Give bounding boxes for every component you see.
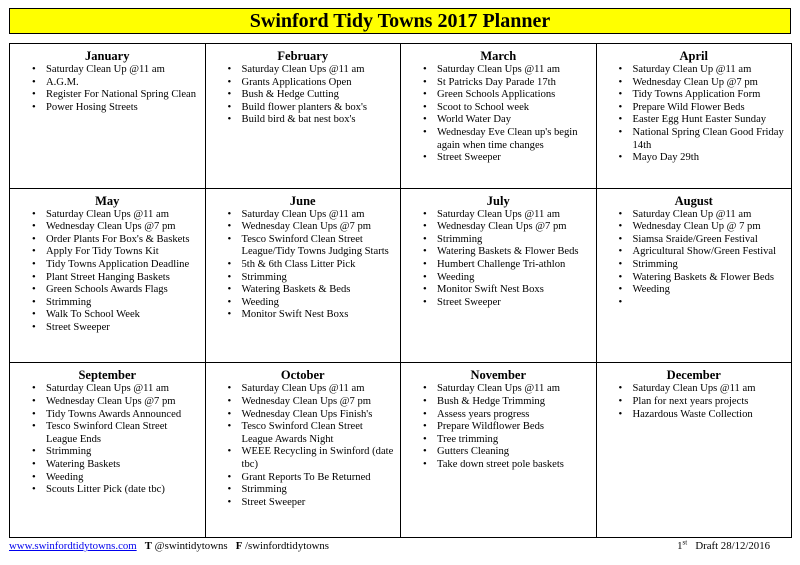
row-1 <box>10 44 792 189</box>
task-list <box>601 209 788 297</box>
month-title: September <box>78 368 137 383</box>
list-item: • Prepare Wildflower Beds <box>405 421 592 434</box>
list-item: • Monitor Swift Nest Boxs <box>405 284 592 297</box>
task-list <box>210 209 397 322</box>
list-item: • Wednesday Clean Ups @7 pm <box>405 221 592 234</box>
list-item: • Watering Baskets & Beds <box>210 284 397 297</box>
task-list <box>405 64 592 165</box>
cell-may <box>10 188 206 363</box>
cell-september <box>10 363 206 538</box>
list-item: • Bush & Hedge Cutting <box>210 89 397 102</box>
list-item: • Strimming <box>14 297 201 310</box>
draft-text: Draft 28/12/2016 <box>695 540 770 552</box>
list-item: • Siamsa Sraide/Green Festival <box>601 234 788 247</box>
cell-march <box>401 44 597 189</box>
list-item: • Wednesday Clean Ups @7 pm <box>14 221 201 234</box>
list-item: • Build flower planters & box's <box>210 102 397 115</box>
task-list <box>14 64 201 114</box>
cell-june <box>205 188 401 363</box>
list-item: • Order Plants For Box's & Baskets <box>14 234 201 247</box>
page-title: Swinford Tidy Towns 2017 Planner <box>9 8 791 34</box>
list-item: • Saturday Clean Ups @11 am <box>405 64 592 77</box>
list-item: • Saturday Clean Ups @11 am <box>601 383 788 396</box>
task-list <box>210 64 397 127</box>
list-item: • Wednesday Clean Ups Finish's <box>210 409 397 422</box>
list-item: • Easter Egg Hunt Easter Sunday <box>601 114 788 127</box>
task-list <box>601 383 788 421</box>
month-title: April <box>679 49 708 63</box>
list-item: • Wednesday Clean Ups @7 pm <box>14 396 201 409</box>
list-item: • Strimming <box>210 484 397 497</box>
list-item: • Build bird & bat nest box's <box>210 114 397 127</box>
list-item: • Grant Reports To Be Returned <box>210 472 397 485</box>
list-item: • Watering Baskets & Flower Beds <box>601 272 788 285</box>
list-item: • Prepare Wild Flower Beds <box>601 102 788 115</box>
draft-suffix: st <box>682 538 688 547</box>
list-item: • Strimming <box>210 272 397 285</box>
list-item: • Hazardous Waste Collection <box>601 409 788 422</box>
twitter-prefix: T <box>144 540 152 552</box>
list-item: • Watering Baskets <box>14 459 201 472</box>
task-list <box>210 383 397 509</box>
list-item: • Weeding <box>601 284 788 297</box>
list-item: • Humbert Challenge Tri-athlon <box>405 259 592 272</box>
list-item: • Saturday Clean Up @11 am <box>601 64 788 77</box>
list-item: • Tesco Swinford Clean Street League Ends <box>14 421 201 446</box>
list-item: • Green Schools Applications <box>405 89 592 102</box>
list-item: • A.G.M. <box>14 77 201 90</box>
month-title: November <box>470 368 527 383</box>
list-item: • Saturday Clean Ups @11 am <box>405 209 592 222</box>
row-3 <box>10 363 792 538</box>
list-item: • Street Sweeper <box>405 152 592 165</box>
cell-april <box>596 44 792 189</box>
cell-february <box>205 44 401 189</box>
list-item: • Wednesday Clean Up @7 pm <box>601 77 788 90</box>
footer <box>9 540 792 552</box>
list-item: • WEEE Recycling in Swinford (date tbc) <box>210 446 397 471</box>
task-list <box>601 64 788 165</box>
list-item: • Saturday Clean Ups @11 am <box>210 64 397 77</box>
website-link[interactable]: www.swinfordtidytowns.com <box>9 540 137 552</box>
task-list <box>14 209 201 335</box>
list-item: • Bush & Hedge Trimming <box>405 396 592 409</box>
month-title: October <box>280 368 325 383</box>
list-item: • Weeding <box>14 472 201 485</box>
facebook-handle: /swinfordtidytowns <box>245 540 330 552</box>
list-item: • Strimming <box>405 234 592 247</box>
cell-october <box>205 363 401 538</box>
list-item: • Monitor Swift Nest Boxs <box>210 309 397 322</box>
list-item: • Register For National Spring Clean <box>14 89 201 102</box>
list-item: • Tidy Towns Awards Announced <box>14 409 201 422</box>
month-title: August <box>674 193 713 208</box>
list-item: • Wednesday Clean Ups @7 pm <box>210 396 397 409</box>
list-item: • Weeding <box>210 297 397 310</box>
list-item: • Power Hosing Streets <box>14 102 201 115</box>
list-item: • Strimming <box>601 259 788 272</box>
list-item: • National Spring Clean Good Friday 14th <box>601 127 788 152</box>
month-title: December <box>666 368 721 383</box>
list-item: • Gutters Cleaning <box>405 446 592 459</box>
list-item: • 5th & 6th Class Litter Pick <box>210 259 397 272</box>
list-item: • Saturday Clean Ups @11 am <box>210 383 397 396</box>
list-item: • Agricultural Show/Green Festival <box>601 246 788 259</box>
month-title: January <box>85 49 130 63</box>
list-item: • Tree trimming <box>405 434 592 447</box>
list-item: • Apply For Tidy Towns Kit <box>14 246 201 259</box>
twitter-handle: @swintidytowns <box>154 540 228 552</box>
list-item: • Mayo Day 29th <box>601 152 788 165</box>
month-title: March <box>480 49 517 63</box>
list-item: • Tesco Swinford Clean Street League Awards Night <box>210 421 397 446</box>
facebook-prefix: F <box>235 540 243 552</box>
list-item: • Watering Baskets & Flower Beds <box>405 246 592 259</box>
list-item: • Plant Street Hanging Baskets <box>14 272 201 285</box>
month-title: February <box>277 49 329 63</box>
list-item: • Assess years progress <box>405 409 592 422</box>
list-item: • Saturday Clean Ups @11 am <box>14 383 201 396</box>
task-list <box>14 383 201 496</box>
list-item: • World Water Day <box>405 114 592 127</box>
list-item: • Street Sweeper <box>14 322 201 335</box>
row-2 <box>10 188 792 363</box>
planner-grid <box>9 43 792 538</box>
task-list <box>405 209 592 310</box>
cell-july <box>401 188 597 363</box>
draft-number: 1 <box>677 540 683 552</box>
list-item: • Wednesday Eve Clean up's begin again when time changes <box>405 127 592 152</box>
draft-label <box>677 540 770 552</box>
cell-january <box>10 44 206 189</box>
list-item: • Street Sweeper <box>405 297 592 310</box>
list-item: • Scouts Litter Pick (date tbc) <box>14 484 201 497</box>
list-item: • Saturday Clean Up @11 am <box>14 64 201 77</box>
list-item: • Saturday Clean Ups @11 am <box>210 209 397 222</box>
list-item: • Scoot to School week <box>405 102 592 115</box>
list-item: • Saturday Clean Up @11 am <box>601 209 788 222</box>
list-item: • Street Sweeper <box>210 497 397 510</box>
list-item: • Take down street pole baskets <box>405 459 592 472</box>
list-item: • Saturday Clean Ups @11 am <box>14 209 201 222</box>
list-item: • Walk To School Week <box>14 309 201 322</box>
list-item: • Tidy Towns Application Deadline <box>14 259 201 272</box>
list-item: • Wednesday Clean Ups @7 pm <box>210 221 397 234</box>
month-title: May <box>95 193 120 208</box>
month-title: July <box>486 193 510 208</box>
cell-december <box>596 363 792 538</box>
cell-august <box>596 188 792 363</box>
list-item: • Green Schools Awards Flags <box>14 284 201 297</box>
list-item: • Plan for next years projects <box>601 396 788 409</box>
list-item: • Tesco Swinford Clean Street League/Tidy Towns Judging Starts <box>210 234 397 259</box>
list-item: • Tidy Towns Application Form <box>601 89 788 102</box>
month-title: June <box>289 193 316 208</box>
list-item: • St Patricks Day Parade 17th <box>405 77 592 90</box>
cell-november <box>401 363 597 538</box>
list-item: • Weeding <box>405 272 592 285</box>
list-item: • Strimming <box>14 446 201 459</box>
list-item: • Saturday Clean Ups @11 am <box>405 383 592 396</box>
list-item: • Grants Applications Open <box>210 77 397 90</box>
list-item: • Wednesday Clean Up @ 7 pm <box>601 221 788 234</box>
task-list <box>405 383 592 471</box>
